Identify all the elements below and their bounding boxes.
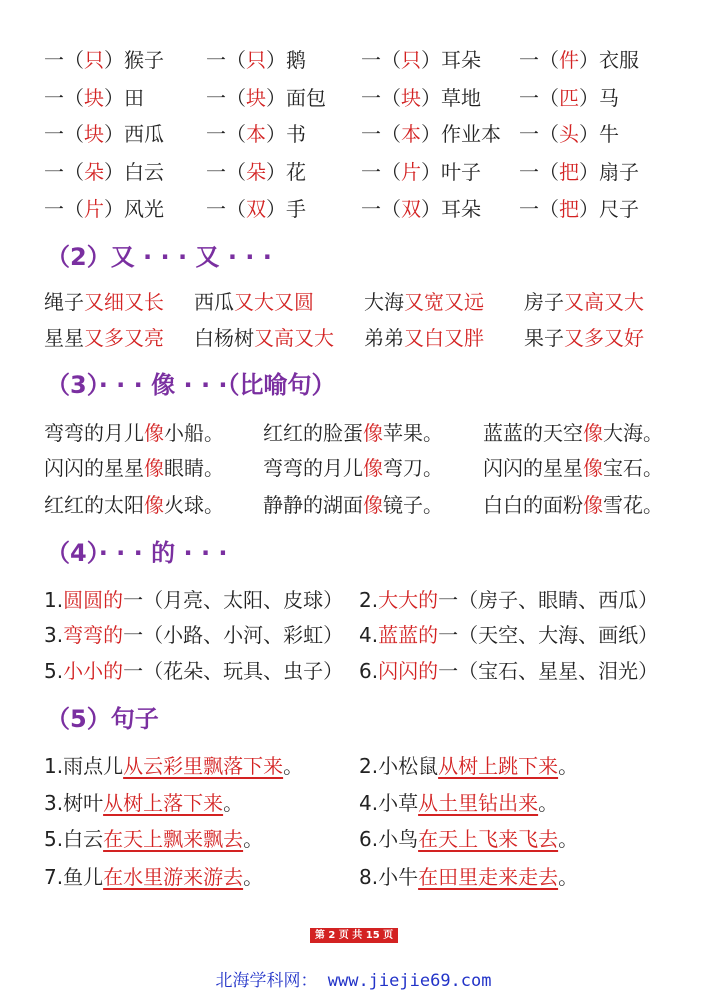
measure-noun: ）风光 xyxy=(104,197,164,221)
youyou-row xyxy=(0,287,707,317)
measure-word: 本 xyxy=(401,122,421,146)
measure-item xyxy=(519,119,619,149)
measure-noun: ）牛 xyxy=(579,122,619,146)
de-number: 5. xyxy=(44,659,64,683)
measure-prefix: 一（ xyxy=(206,122,246,146)
youyou-phrase: 又白又胖 xyxy=(404,326,484,350)
measure-noun: ）田 xyxy=(104,86,144,110)
de-options: 一（小路、小河、彩虹） xyxy=(123,623,344,647)
measure-prefix: 一（ xyxy=(206,197,246,221)
youyou-item xyxy=(44,323,164,353)
measure-row xyxy=(0,119,707,149)
sentence-predicate: 在天上飞来飞去 xyxy=(418,827,559,851)
measure-noun: ）草地 xyxy=(421,86,481,110)
simile-item xyxy=(44,453,224,483)
sentence-predicate: 从树上跳下来 xyxy=(438,754,559,778)
measure-noun: ）手 xyxy=(266,197,306,221)
simile-item xyxy=(483,453,663,483)
sentence-item xyxy=(359,751,578,781)
measure-noun: ）尺子 xyxy=(579,197,639,221)
measure-item xyxy=(519,157,639,187)
measure-prefix: 一（ xyxy=(519,48,559,72)
sentence-predicate: 在水里游来游去 xyxy=(103,865,244,889)
simile-keyword: 像 xyxy=(144,493,164,517)
measure-item xyxy=(44,157,164,187)
measure-item xyxy=(44,119,164,149)
measure-noun: ）叶子 xyxy=(421,160,481,184)
youyou-noun: 果子 xyxy=(524,326,564,350)
simile-item xyxy=(44,418,224,448)
simile-item xyxy=(263,418,443,448)
simile-item xyxy=(483,490,663,520)
de-number: 2. xyxy=(359,588,379,612)
measure-prefix: 一（ xyxy=(519,86,559,110)
de-row xyxy=(0,585,707,615)
simile-keyword: 像 xyxy=(583,456,603,480)
measure-noun: ）面包 xyxy=(266,86,326,110)
simile-keyword: 像 xyxy=(144,421,164,445)
simile-object: 大海。 xyxy=(603,421,663,445)
sentence-subject: 5.白云 xyxy=(44,827,104,851)
measure-prefix: 一（ xyxy=(44,86,84,110)
measure-item xyxy=(44,45,164,75)
de-row xyxy=(0,656,707,686)
simile-keyword: 像 xyxy=(583,493,603,517)
de-adjective: 蓝蓝的 xyxy=(378,623,439,647)
sentence-row xyxy=(0,862,707,892)
measure-word: 只 xyxy=(401,48,421,72)
simile-item xyxy=(263,490,443,520)
simile-subject: 闪闪的星星 xyxy=(44,456,144,480)
measure-item xyxy=(44,83,144,113)
sentence-predicate: 在天上飘来飘去 xyxy=(103,827,244,851)
de-options: 一（房子、眼睛、西瓜） xyxy=(438,588,659,612)
measure-word: 片 xyxy=(84,197,104,221)
simile-keyword: 像 xyxy=(583,421,603,445)
youyou-noun: 绳子 xyxy=(44,290,84,314)
measure-word: 块 xyxy=(84,86,104,110)
simile-object: 小船。 xyxy=(164,421,224,445)
youyou-phrase: 又大又圆 xyxy=(234,290,314,314)
simile-item xyxy=(483,418,663,448)
youyou-item xyxy=(364,287,484,317)
measure-word: 双 xyxy=(401,197,421,221)
de-item xyxy=(359,585,658,615)
measure-word: 片 xyxy=(401,160,421,184)
measure-prefix: 一（ xyxy=(361,86,401,110)
measure-row xyxy=(0,194,707,224)
sentence-predicate: 从云彩里飘落下来 xyxy=(123,754,284,778)
youyou-item xyxy=(364,323,484,353)
youyou-noun: 白杨树 xyxy=(194,326,254,350)
measure-prefix: 一（ xyxy=(519,160,559,184)
de-options: 一（月亮、太阳、皮球） xyxy=(123,588,344,612)
page-number: 第 2 页 共 15 页 xyxy=(310,928,398,943)
simile-keyword: 像 xyxy=(144,456,164,480)
youyou-item xyxy=(194,323,334,353)
measure-prefix: 一（ xyxy=(206,86,246,110)
de-item xyxy=(44,620,343,650)
simile-keyword: 像 xyxy=(363,421,383,445)
de-adjective: 闪闪的 xyxy=(378,659,439,683)
measure-noun: ）书 xyxy=(266,122,306,146)
measure-item xyxy=(206,119,306,149)
youyou-item xyxy=(524,287,644,317)
footer-url: www.jiejie69.com xyxy=(317,971,492,991)
simile-subject: 弯弯的月儿 xyxy=(44,421,144,445)
sentence-predicate: 在田里走来走去 xyxy=(418,865,559,889)
sentence-subject: 6.小鸟 xyxy=(359,827,419,851)
simile-subject: 蓝蓝的天空 xyxy=(483,421,583,445)
measure-word: 只 xyxy=(246,48,266,72)
section-heading-4: （4）· · · 的 · · · xyxy=(46,539,228,567)
footer-site-name: 北海学科网： xyxy=(215,971,318,991)
simile-object: 苹果。 xyxy=(383,421,443,445)
sentence-predicate: 从土里钻出来 xyxy=(418,791,539,815)
measure-word: 件 xyxy=(559,48,579,72)
measure-word: 双 xyxy=(246,197,266,221)
measure-word: 匹 xyxy=(559,86,579,110)
de-adjective: 圆圆的 xyxy=(63,588,124,612)
measure-noun: ）鹅 xyxy=(266,48,306,72)
simile-object: 眼睛。 xyxy=(164,456,224,480)
sentence-subject: 4.小草 xyxy=(359,791,419,815)
youyou-phrase: 又多又亮 xyxy=(84,326,164,350)
de-number: 1. xyxy=(44,588,64,612)
youyou-item xyxy=(524,323,644,353)
simile-row xyxy=(0,490,707,520)
simile-subject: 白白的面粉 xyxy=(483,493,583,517)
de-number: 4. xyxy=(359,623,379,647)
sentence-end: 。 xyxy=(558,865,579,889)
de-item xyxy=(359,620,658,650)
de-row xyxy=(0,620,707,650)
simile-object: 雪花。 xyxy=(603,493,663,517)
measure-prefix: 一（ xyxy=(519,197,559,221)
sentence-subject: 1.雨点儿 xyxy=(44,754,124,778)
sentence-subject: 3.树叶 xyxy=(44,791,104,815)
measure-row xyxy=(0,157,707,187)
de-number: 3. xyxy=(44,623,64,647)
sentence-item xyxy=(359,862,578,892)
measure-noun: ）花 xyxy=(266,160,306,184)
sentence-end: 。 xyxy=(558,827,579,851)
sentence-item xyxy=(44,751,303,781)
sentence-item xyxy=(359,788,558,818)
measure-word: 只 xyxy=(84,48,104,72)
youyou-phrase: 又高又大 xyxy=(254,326,334,350)
simile-subject: 红红的脸蛋 xyxy=(263,421,363,445)
simile-object: 弯刀。 xyxy=(383,456,443,480)
section-heading-5: （5）句子 xyxy=(46,705,159,733)
measure-prefix: 一（ xyxy=(361,160,401,184)
youyou-row xyxy=(0,323,707,353)
simile-row xyxy=(0,453,707,483)
measure-prefix: 一（ xyxy=(361,122,401,146)
simile-item xyxy=(44,490,224,520)
measure-item xyxy=(206,157,306,187)
sentence-row xyxy=(0,788,707,818)
sentence-subject: 8.小牛 xyxy=(359,865,419,889)
de-adjective: 小小的 xyxy=(63,659,124,683)
de-adjective: 弯弯的 xyxy=(63,623,124,647)
measure-word: 把 xyxy=(559,160,579,184)
de-item xyxy=(359,656,658,686)
sentence-row xyxy=(0,751,707,781)
sentence-item xyxy=(44,824,263,854)
simile-row xyxy=(0,418,707,448)
measure-item xyxy=(361,157,481,187)
youyou-noun: 房子 xyxy=(524,290,564,314)
measure-row xyxy=(0,45,707,75)
measure-prefix: 一（ xyxy=(44,197,84,221)
measure-word: 块 xyxy=(246,86,266,110)
de-item xyxy=(44,585,343,615)
measure-prefix: 一（ xyxy=(206,48,246,72)
measure-noun: ）耳朵 xyxy=(421,48,481,72)
youyou-noun: 弟弟 xyxy=(364,326,404,350)
measure-prefix: 一（ xyxy=(361,48,401,72)
measure-word: 朵 xyxy=(246,160,266,184)
youyou-item xyxy=(44,287,164,317)
simile-object: 火球。 xyxy=(164,493,224,517)
sentence-item xyxy=(359,824,578,854)
sentence-end: 。 xyxy=(243,865,264,889)
sentence-subject: 2.小松鼠 xyxy=(359,754,439,778)
measure-noun: ）扇子 xyxy=(579,160,639,184)
measure-word: 块 xyxy=(401,86,421,110)
de-item xyxy=(44,656,343,686)
sentence-end: 。 xyxy=(243,827,264,851)
measure-item xyxy=(519,45,639,75)
section-heading-3: （3）· · · 像 · · ·（比喻句） xyxy=(46,371,336,399)
sentence-subject: 7.鱼儿 xyxy=(44,865,104,889)
measure-prefix: 一（ xyxy=(44,48,84,72)
measure-item xyxy=(361,194,481,224)
youyou-phrase: 又多又好 xyxy=(564,326,644,350)
sentence-end: 。 xyxy=(283,754,304,778)
youyou-phrase: 又宽又远 xyxy=(404,290,484,314)
measure-prefix: 一（ xyxy=(361,197,401,221)
measure-row xyxy=(0,83,707,113)
measure-word: 头 xyxy=(559,122,579,146)
measure-item xyxy=(361,119,501,149)
youyou-item xyxy=(194,287,314,317)
measure-item xyxy=(361,83,481,113)
measure-item xyxy=(206,194,306,224)
measure-noun: ）猴子 xyxy=(104,48,164,72)
measure-item xyxy=(361,45,481,75)
measure-word: 块 xyxy=(84,122,104,146)
sentence-end: 。 xyxy=(558,754,579,778)
de-options: 一（花朵、玩具、虫子） xyxy=(123,659,344,683)
simile-item xyxy=(263,453,443,483)
sentence-item xyxy=(44,862,263,892)
youyou-noun: 大海 xyxy=(364,290,404,314)
simile-object: 镜子。 xyxy=(383,493,443,517)
de-adjective: 大大的 xyxy=(378,588,439,612)
measure-noun: ）马 xyxy=(579,86,619,110)
measure-item xyxy=(519,194,639,224)
youyou-phrase: 又高又大 xyxy=(564,290,644,314)
measure-item xyxy=(206,45,306,75)
measure-noun: ）作业本 xyxy=(421,122,501,146)
sentence-row xyxy=(0,824,707,854)
youyou-noun: 星星 xyxy=(44,326,84,350)
youyou-noun: 西瓜 xyxy=(194,290,234,314)
measure-word: 朵 xyxy=(84,160,104,184)
measure-item xyxy=(519,83,619,113)
de-number: 6. xyxy=(359,659,379,683)
de-options: 一（宝石、星星、泪光） xyxy=(438,659,659,683)
measure-prefix: 一（ xyxy=(519,122,559,146)
sentence-predicate: 从树上落下来 xyxy=(103,791,224,815)
measure-item xyxy=(44,194,164,224)
measure-prefix: 一（ xyxy=(44,122,84,146)
simile-subject: 静静的湖面 xyxy=(263,493,363,517)
simile-keyword: 像 xyxy=(363,493,383,517)
measure-word: 本 xyxy=(246,122,266,146)
measure-noun: ）衣服 xyxy=(579,48,639,72)
measure-prefix: 一（ xyxy=(44,160,84,184)
measure-noun: ）西瓜 xyxy=(104,122,164,146)
sentence-end: 。 xyxy=(223,791,244,815)
measure-word: 把 xyxy=(559,197,579,221)
sentence-end: 。 xyxy=(538,791,559,815)
section-heading-2: （2）又 · · · 又 · · · xyxy=(46,243,272,271)
simile-subject: 闪闪的星星 xyxy=(483,456,583,480)
de-options: 一（天空、大海、画纸） xyxy=(438,623,659,647)
measure-noun: ）白云 xyxy=(104,160,164,184)
youyou-phrase: 又细又长 xyxy=(84,290,164,314)
measure-item xyxy=(206,83,326,113)
simile-subject: 弯弯的月儿 xyxy=(263,456,363,480)
simile-keyword: 像 xyxy=(363,456,383,480)
measure-prefix: 一（ xyxy=(206,160,246,184)
footer-watermark xyxy=(0,966,707,991)
simile-object: 宝石。 xyxy=(603,456,663,480)
sentence-item xyxy=(44,788,243,818)
measure-noun: ）耳朵 xyxy=(421,197,481,221)
simile-subject: 红红的太阳 xyxy=(44,493,144,517)
